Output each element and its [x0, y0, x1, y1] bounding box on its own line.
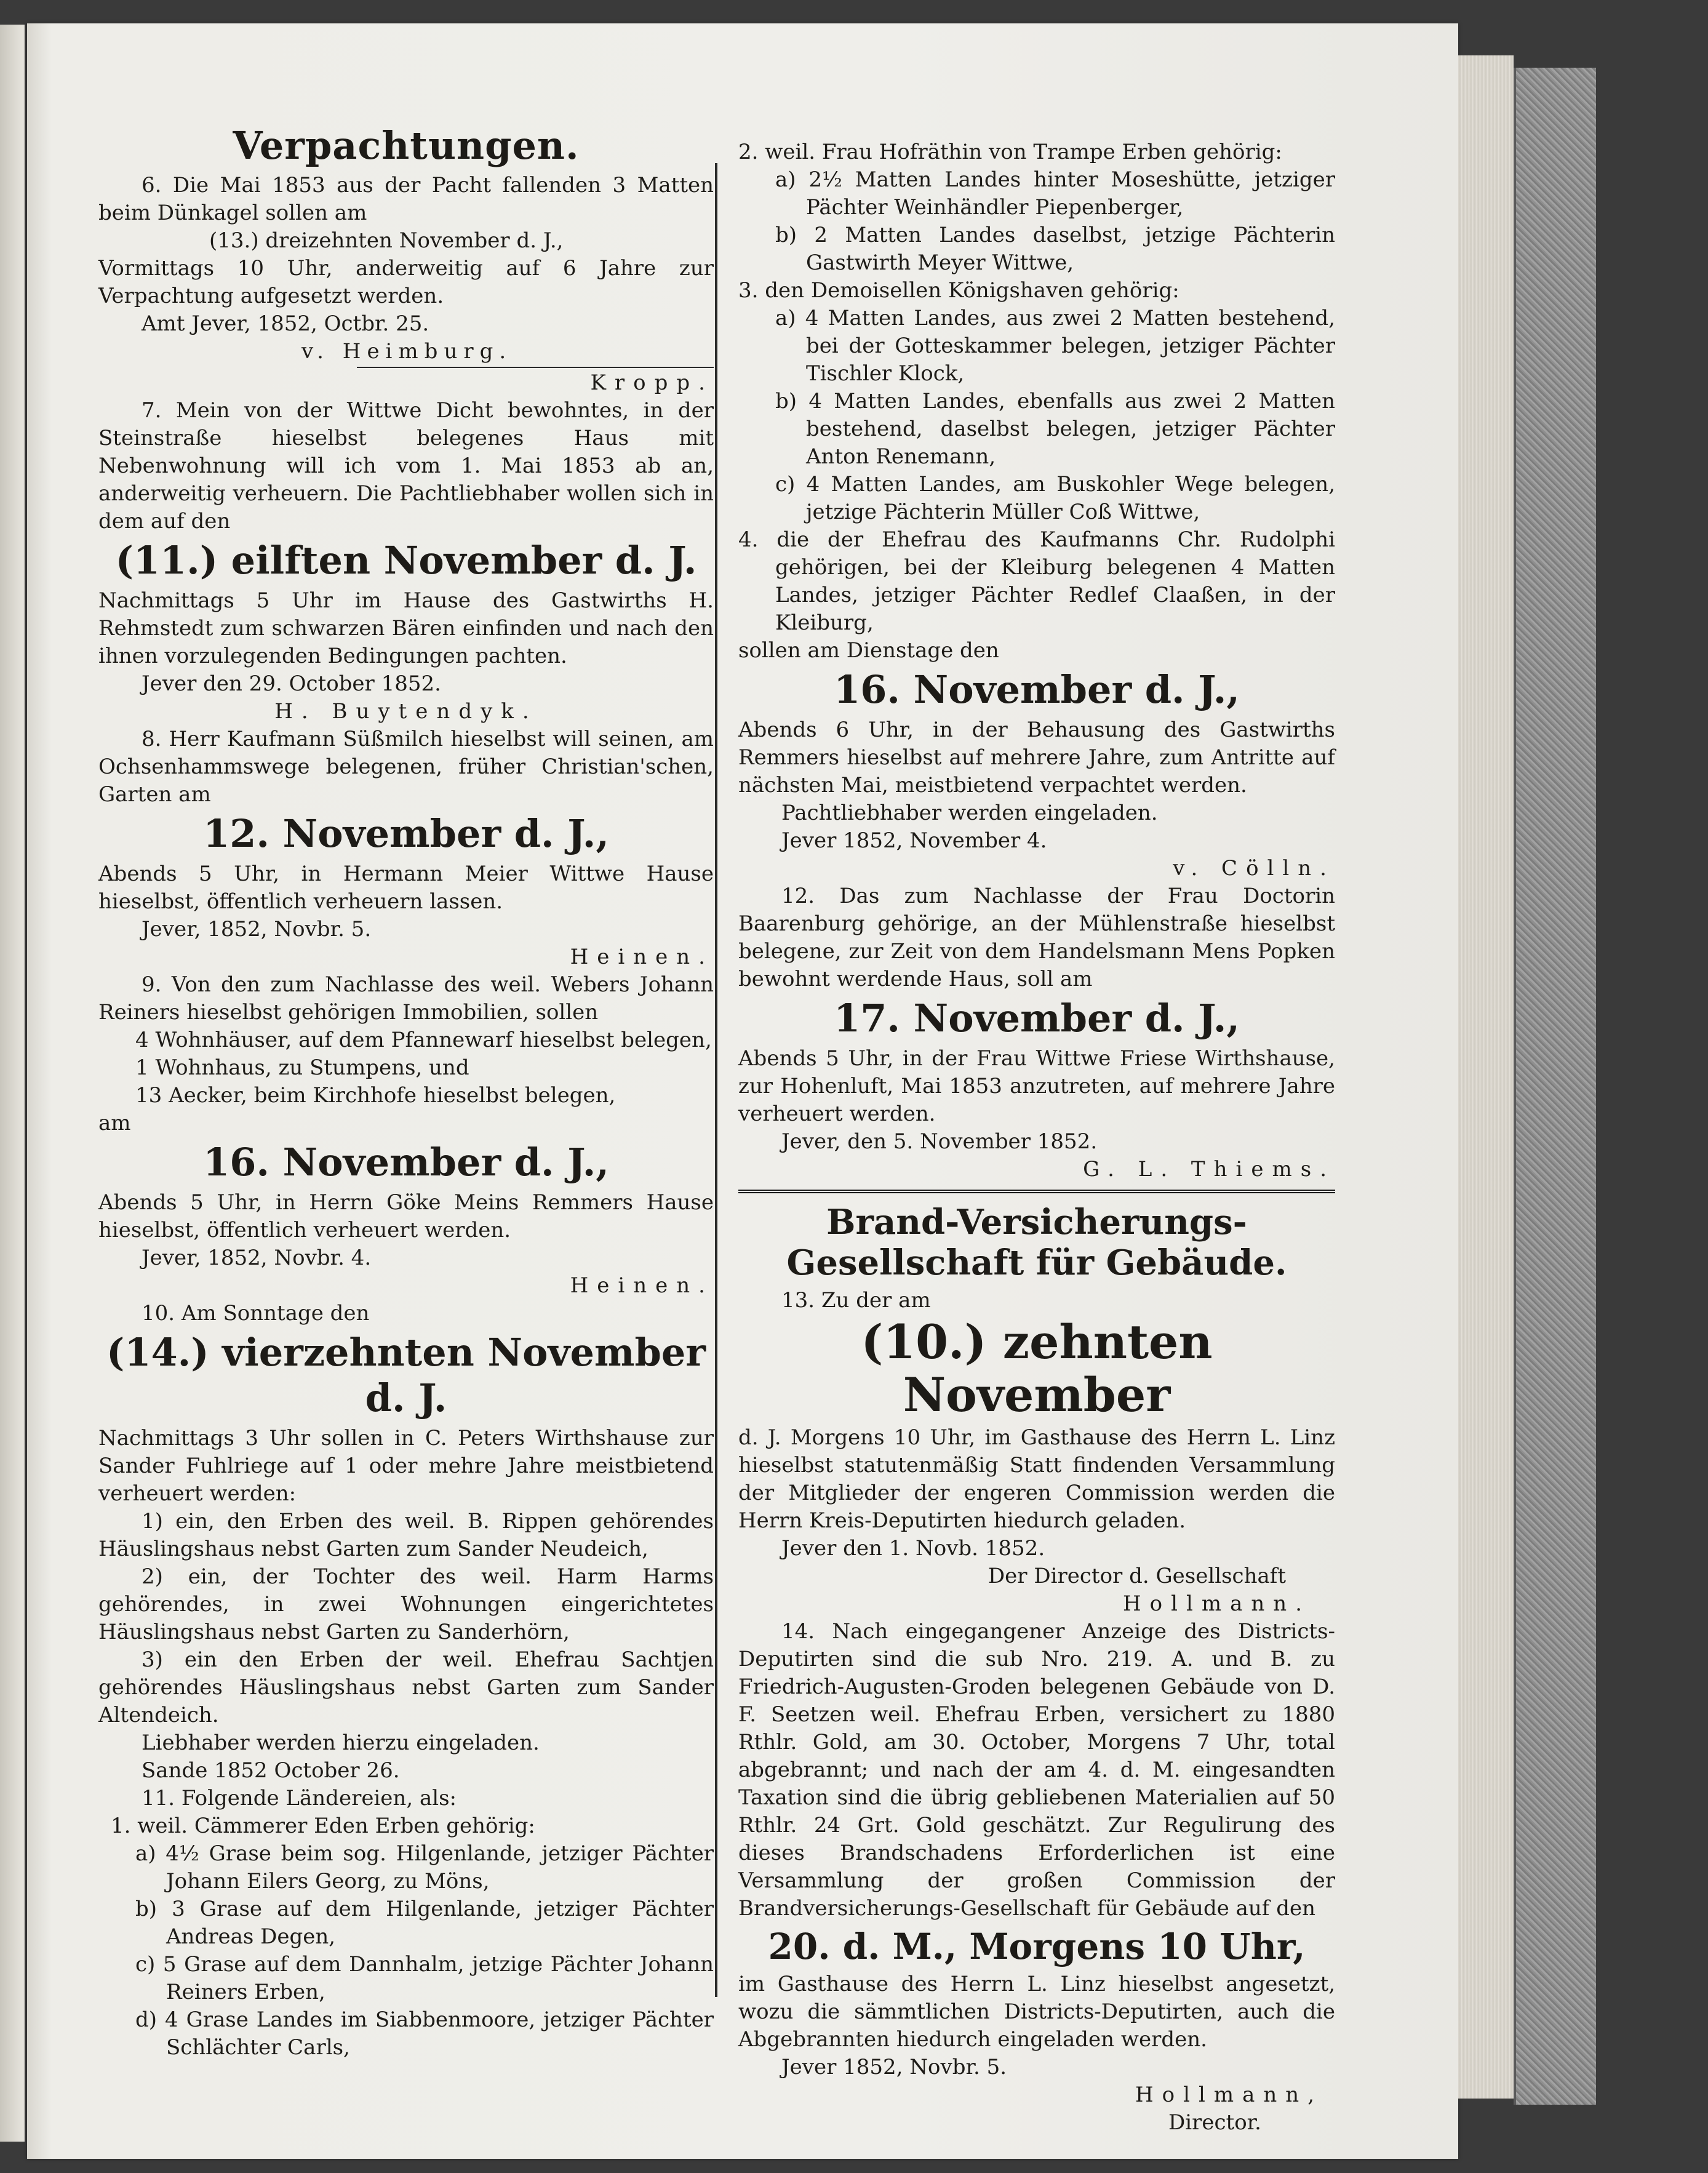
notice-10-text: 10. Am Sonntage den	[142, 1301, 370, 1326]
notice-13-signature: Hollmann.	[1123, 1591, 1311, 1616]
notice-13-place: Jever den 1. Novb. 1852.	[781, 1536, 1045, 1561]
notice-9-item: 13 Aecker, beim Kirchhofe hieselbst belegen,	[135, 1083, 616, 1108]
notice-11-item: d) 4 Grase Landes im Siabbenmoore, jetziger Pächter Schlächter Carls,	[135, 2007, 714, 2060]
notice-11-text: 11. Folgende Ländereien, als:	[142, 1786, 457, 1811]
notice-14-role: Director.	[1168, 2110, 1261, 2135]
notice-14	[738, 1618, 1335, 2137]
notice-6-signature2: Kropp.	[590, 370, 714, 395]
notice-7-text: 7. Mein von der Wittwe Dicht bewohntes, in der Steinstraße hieselbst belegenes Haus mit Nebenwohnung will ich vom 1. Mai 1853 ab an, anderweitig verheuern. Die Pachtliebhaber wollen sich in dem auf den	[98, 398, 714, 534]
notice-9-date: 16. November d. J.,	[203, 1140, 609, 1185]
notice-12	[738, 882, 1335, 1183]
previous-page-edge	[0, 25, 25, 2142]
notice-13	[738, 1287, 1335, 1618]
notice-11-signature: v. Cölln.	[1173, 856, 1335, 881]
notice-14-signature: Hollmann,	[1135, 2083, 1323, 2107]
book-cover-binding	[1514, 68, 1596, 2105]
notice-11-item: b) 3 Grase auf dem Hilgenlande, jetziger Pächter Andreas Degen,	[135, 1897, 714, 1949]
notice-10-place: Sande 1852 October 26.	[142, 1758, 400, 1783]
notice-11-item: a) 2½ Matten Landes hinter Moseshütte, jetziger Pächter Weinhändler Piepenberger,	[775, 167, 1335, 220]
notice-11-owner: 1. weil. Cämmerer Eden Erben gehörig:	[111, 1814, 535, 1838]
notice-12-text2: Abends 5 Uhr, in der Frau Wittwe Friese Wirthshause, zur Hohenluft, Mai 1853 anzutreten, auf mehrere Jahre verheuert werden.	[738, 1046, 1335, 1126]
notice-6-text: 6. Die Mai 1853 aus der Pacht fallenden 3 Matten beim Dünkagel sollen am	[98, 173, 714, 225]
notice-9-signature: Heinen.	[570, 1273, 714, 1298]
left-column	[98, 123, 714, 2062]
notice-11-owner: 2. weil. Frau Hofräthin von Trampe Erben gehörig:	[738, 140, 1282, 164]
notice-14-text2: im Gasthause des Herrn L. Linz hieselbst angesetzt, wozu die sämmtlichen Districts-Deputirten, auch die Abgebrannten hiedurch eingeladen werden.	[738, 1972, 1335, 2052]
section-divider	[738, 1190, 1335, 1196]
notice-14-place: Jever 1852, Novbr. 5.	[781, 2055, 1007, 2079]
brand-insurance-heading: Brand-Versicherungs-Gesellschaft für Gebäude.	[786, 1202, 1287, 1283]
notice-8-signature: Heinen.	[570, 945, 714, 969]
column-divider	[715, 163, 717, 1997]
notice-10-date: (14.) vierzehnten November d. J.	[106, 1330, 706, 1420]
notice-11-item: b) 2 Matten Landes daselbst, jetzige Pächterin Gastwirth Meyer Wittwe,	[775, 223, 1335, 275]
book-page-edges	[1458, 55, 1514, 2099]
notice-11-item: c) 4 Matten Landes, am Buskohler Wege belegen, jetzige Pächterin Müller Coß Wittwe,	[775, 472, 1335, 524]
notice-7-date: (11.) eilften November d. J.	[115, 538, 697, 583]
notice-8-place: Jever, 1852, Novbr. 5.	[142, 917, 372, 942]
notice-10-item: 2) ein, der Tochter des weil. Harm Harms gehörendes, in zwei Wohnungen eingerichtetes Häuslingshaus nebst Garten zu Sanderhörn,	[98, 1564, 714, 1644]
notice-13-date: (10.) zehnten November	[861, 1315, 1213, 1422]
notice-7-place: Jever den 29. October 1852.	[142, 671, 441, 696]
notice-6-place: Amt Jever, 1852, Octbr. 25.	[142, 311, 429, 336]
notice-9-place: Jever, 1852, Novbr. 4.	[142, 1246, 372, 1270]
notice-6	[98, 172, 714, 397]
notice-9-text2: Abends 5 Uhr, in Herrn Göke Meins Remmers Hause hieselbst, öffentlich verheuert werden.	[98, 1190, 714, 1243]
notice-14-text: 14. Nach eingegangener Anzeige des Districts-Deputirten sind die sub Nro. 219. A. und B. zu Friedrich-Augusten-Groden belegenen Gebäude von D. F. Seetzen weil. Ehefrau Erben, versichert zu 1880 Rthlr. Gold, am 30. October, Morgens 7 Uhr, total abgebrannt; und nach der am 4. d. M. eingesandten Taxation sind die übrig gebliebenen Materialien auf 50 Rthlr. 24 Grt. Gold geschätzt. Zur Regulirung des dieses Brandschadens Erforderlichen ist eine Versammlung der großen Commission der Brandversicherungs-Gesellschaft für Gebäude auf den	[738, 1619, 1335, 1921]
notice-11-continued	[738, 138, 1335, 882]
notice-11-place: Jever 1852, November 4.	[781, 828, 1047, 853]
notice-10	[98, 1300, 714, 1785]
notice-13-text2: d. J. Morgens 10 Uhr, im Gasthause des Herrn L. Linz hieselbst statutenmäßig Statt findenden Versammlung der Mitglieder der engeren Commission werden die Herrn Kreis-Deputirten hiedurch geladen.	[738, 1425, 1335, 1533]
section-heading: Verpachtungen.	[233, 123, 580, 168]
notice-9-text: 9. Von den zum Nachlasse des weil. Webers Johann Reiners hieselbst gehörigen Immobilien, sollen	[98, 972, 714, 1025]
notice-7-signature: H. Buytendyk.	[274, 699, 538, 724]
notice-14-date: 20. d. M., Morgens 10 Uhr,	[768, 1926, 1306, 1967]
notice-13-text: 13. Zu der am	[781, 1288, 931, 1313]
notice-11-item: c) 5 Grase auf dem Dannhalm, jetzige Pächter Johann Reiners Erben,	[135, 1952, 714, 2004]
notice-12-signature: G. L. Thiems.	[1083, 1157, 1335, 1182]
notice-12-place: Jever, den 5. November 1852.	[781, 1129, 1098, 1154]
notice-11-owner: 3. den Demoisellen Königshaven gehörig:	[738, 278, 1179, 303]
notice-8-text2: Abends 5 Uhr, in Hermann Meier Wittwe Hause hieselbst, öffentlich verheuern lassen.	[98, 862, 714, 914]
notice-11-date: 16. November d. J.,	[834, 667, 1240, 712]
notice-8-date: 12. November d. J.,	[203, 811, 609, 856]
notice-10-item: 1) ein, den Erben des weil. B. Rippen gehörendes Häuslingshaus nebst Garten zum Sander Neudeich,	[98, 1509, 714, 1561]
notice-9-am: am	[98, 1111, 131, 1135]
notice-9-item: 4 Wohnhäuser, auf dem Pfannewarf hieselbst belegen,	[135, 1028, 712, 1052]
notice-11-when: sollen am Dienstage den	[738, 638, 999, 663]
notice-11-item: b) 4 Matten Landes, ebenfalls aus zwei 2 Matten bestehend, daselbst belegen, jetziger Pächter Anton Renemann,	[775, 389, 1335, 469]
notice-8	[98, 726, 714, 971]
notice-7-text2: Nachmittags 5 Uhr im Hause des Gastwirths H. Rehmstedt zum schwarzen Bären einfinden und nach den ihnen vorzulegenden Bedingungen pachten.	[98, 588, 714, 668]
notice-10-text2: Nachmittags 3 Uhr sollen in C. Peters Wirthshause zur Sander Fuhlriege auf 1 oder mehre Jahre meistbietend verheuert werden:	[98, 1426, 714, 1506]
notice-12-date: 17. November d. J.,	[834, 996, 1240, 1041]
notice-8-text: 8. Herr Kaufmann Süßmilch hieselbst will seinen, am Ochsenhammswege belegenen, früher Christian'schen, Garten am	[98, 727, 714, 807]
notice-11-text2: Abends 6 Uhr, in der Behausung des Gastwirths Remmers hieselbst auf mehrere Jahre, zum Antritte auf nächsten Mai, meistbietend verpachtet werden.	[738, 718, 1335, 798]
notice-12-text: 12. Das zum Nachlasse der Frau Doctorin Baarenburg gehörige, an der Mühlenstraße hieselbst belegene, zur Zeit von dem Handelsmann Mens Popken bewohnt werdende Haus, soll am	[738, 884, 1335, 991]
notice-11-item: a) 4½ Grase beim sog. Hilgenlande, jetziger Pächter Johann Eilers Georg, zu Möns,	[135, 1841, 714, 1894]
right-column	[738, 138, 1335, 2137]
notice-11-invite: Pachtliebhaber werden eingeladen.	[781, 801, 1158, 825]
notice-11-item: a) 4 Matten Landes, aus zwei 2 Matten bestehend, bei der Gotteskammer belegen, jetziger Pächter Tischler Klock,	[775, 306, 1335, 386]
notice-6-signature: v. Heimburg.	[301, 339, 513, 364]
notice-10-invite: Liebhaber werden hierzu eingeladen.	[142, 1731, 540, 1755]
notice-9-item: 1 Wohnhaus, zu Stumpens, und	[135, 1055, 469, 1080]
notice-13-role: Der Director d. Gesellschaft	[988, 1564, 1286, 1588]
notice-9	[98, 971, 714, 1300]
notice-7	[98, 397, 714, 726]
notice-6-text2: Vormittags 10 Uhr, anderweitig auf 6 Jahre zur Verpachtung aufgesetzt werden.	[98, 256, 714, 308]
signature-rule	[357, 367, 714, 368]
notice-6-date: (13.) dreizehnten November d. J.,	[209, 228, 564, 253]
notice-11	[98, 1785, 714, 2062]
notice-10-item: 3) ein den Erben der weil. Ehefrau Sachtjen gehörendes Häuslingshaus nebst Garten zum Sander Altendeich.	[98, 1647, 714, 1727]
notice-11-owner: 4. die der Ehefrau des Kaufmanns Chr. Rudolphi gehörigen, bei der Kleiburg belegenen 4 Matten Landes, jetziger Pächter Redlef Claaßen, in der Kleiburg,	[738, 527, 1335, 635]
